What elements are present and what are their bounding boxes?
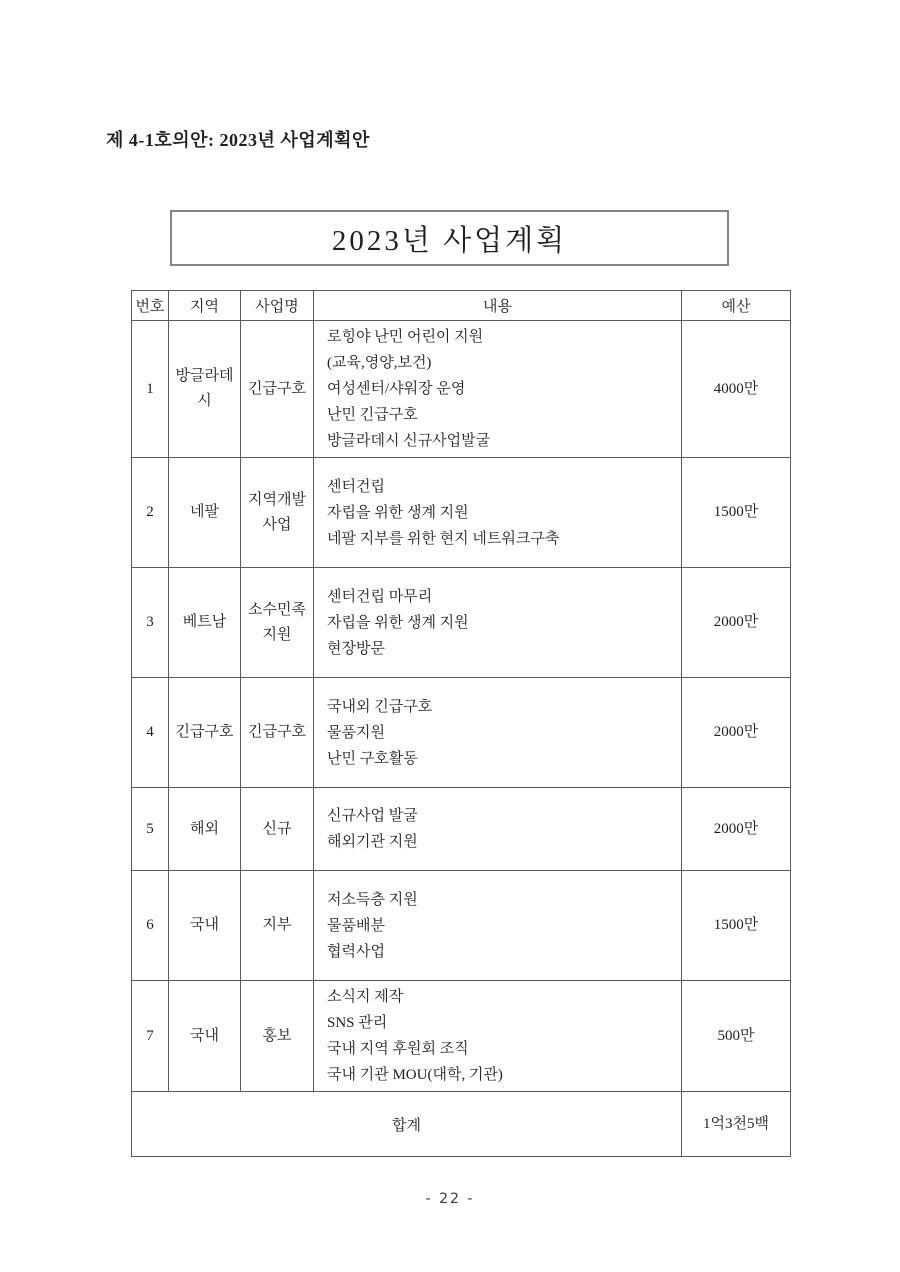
cell-budget: 500만 xyxy=(682,981,791,1092)
table-row xyxy=(132,321,791,458)
cell-project: 지부 xyxy=(241,871,314,981)
col-header-content: 내용 xyxy=(314,291,682,321)
agenda-heading: 제 4-1호의안: 2023년 사업계획안 xyxy=(106,130,370,150)
cell-content xyxy=(314,981,682,1092)
cell-number: 5 xyxy=(132,788,169,871)
content-line: 물품배분 xyxy=(327,917,385,934)
content-line: 네팔 지부를 위한 현지 네트워크구축 xyxy=(327,530,560,547)
content-line: 신규사업 발굴 xyxy=(327,808,418,824)
content-line: 국내 지역 후원회 조직 xyxy=(327,1041,469,1057)
cell-project: 신규 xyxy=(241,788,314,871)
col-header-region: 지역 xyxy=(169,291,241,321)
content-line: 저소득층 지원 xyxy=(327,891,418,908)
business-plan-table xyxy=(131,290,791,1157)
page-number: - 22 - xyxy=(425,1191,475,1207)
cell-content xyxy=(314,321,682,458)
col-header-project: 사업명 xyxy=(241,291,314,321)
cell-budget: 4000만 xyxy=(682,321,791,458)
cell-budget: 1500만 xyxy=(682,458,791,568)
cell-number: 3 xyxy=(132,568,169,678)
cell-content xyxy=(314,568,682,678)
cell-number: 4 xyxy=(132,678,169,788)
content-line: 해외기관 지원 xyxy=(327,834,418,850)
table-row xyxy=(132,871,791,981)
content-line: 자립을 위한 생계 지원 xyxy=(327,614,469,631)
content-line: 여성센터/샤워장 운영 xyxy=(327,381,466,397)
cell-number: 1 xyxy=(132,321,169,458)
col-header-number: 번호 xyxy=(132,291,169,321)
content-line: 물품지원 xyxy=(327,724,385,741)
cell-budget: 1500만 xyxy=(682,871,791,981)
cell-region: 긴급구호 xyxy=(169,678,241,788)
cell-number: 6 xyxy=(132,871,169,981)
content-line: 로힝야 난민 어린이 지원 xyxy=(327,329,484,345)
plan-title-box xyxy=(170,210,729,266)
table-row xyxy=(132,458,791,568)
cell-number: 2 xyxy=(132,458,169,568)
cell-project: 긴급구호 xyxy=(241,321,314,458)
content-line: 센터건립 xyxy=(327,478,385,495)
cell-project: 소수민족 지원 xyxy=(241,568,314,678)
total-label: 합계 xyxy=(132,1092,682,1157)
table-row xyxy=(132,568,791,678)
content-line: 난민 구호활동 xyxy=(327,750,418,767)
content-line: 방글라데시 신규사업발굴 xyxy=(327,433,491,449)
cell-number: 7 xyxy=(132,981,169,1092)
content-line: 협력사업 xyxy=(327,943,385,960)
table-row xyxy=(132,981,791,1092)
cell-region: 국내 xyxy=(169,981,241,1092)
cell-region: 네팔 xyxy=(169,458,241,568)
content-line: 현장방문 xyxy=(327,640,385,657)
cell-region: 국내 xyxy=(169,871,241,981)
cell-region: 베트남 xyxy=(169,568,241,678)
cell-region: 방글라데시 xyxy=(169,321,241,458)
cell-content xyxy=(314,678,682,788)
table-body xyxy=(132,321,791,1092)
content-line: 난민 긴급구호 xyxy=(327,407,418,423)
plan-title: 2023년 사업계획 xyxy=(331,224,568,257)
cell-region: 해외 xyxy=(169,788,241,871)
cell-content xyxy=(314,458,682,568)
content-line: 국내외 긴급구호 xyxy=(327,698,433,715)
cell-project: 지역개발 사업 xyxy=(241,458,314,568)
cell-budget: 2000만 xyxy=(682,568,791,678)
cell-budget: 2000만 xyxy=(682,788,791,871)
cell-content xyxy=(314,871,682,981)
total-budget: 1억3천5백 xyxy=(682,1092,791,1157)
cell-content xyxy=(314,788,682,871)
content-line: 소식지 제작 xyxy=(327,989,404,1005)
content-line: (교육,영양,보건) xyxy=(327,355,432,371)
cell-project: 긴급구호 xyxy=(241,678,314,788)
content-line: 센터건립 마무리 xyxy=(327,588,433,605)
cell-project: 홍보 xyxy=(241,981,314,1092)
col-header-budget: 예산 xyxy=(682,291,791,321)
content-line: 국내 기관 MOU(대학, 기관) xyxy=(327,1067,503,1083)
table-header-row xyxy=(132,291,791,321)
content-line: SNS 관리 xyxy=(327,1015,388,1031)
table-row xyxy=(132,788,791,871)
cell-budget: 2000만 xyxy=(682,678,791,788)
content-line: 자립을 위한 생계 지원 xyxy=(327,504,469,521)
total-row xyxy=(132,1092,791,1157)
table-row xyxy=(132,678,791,788)
